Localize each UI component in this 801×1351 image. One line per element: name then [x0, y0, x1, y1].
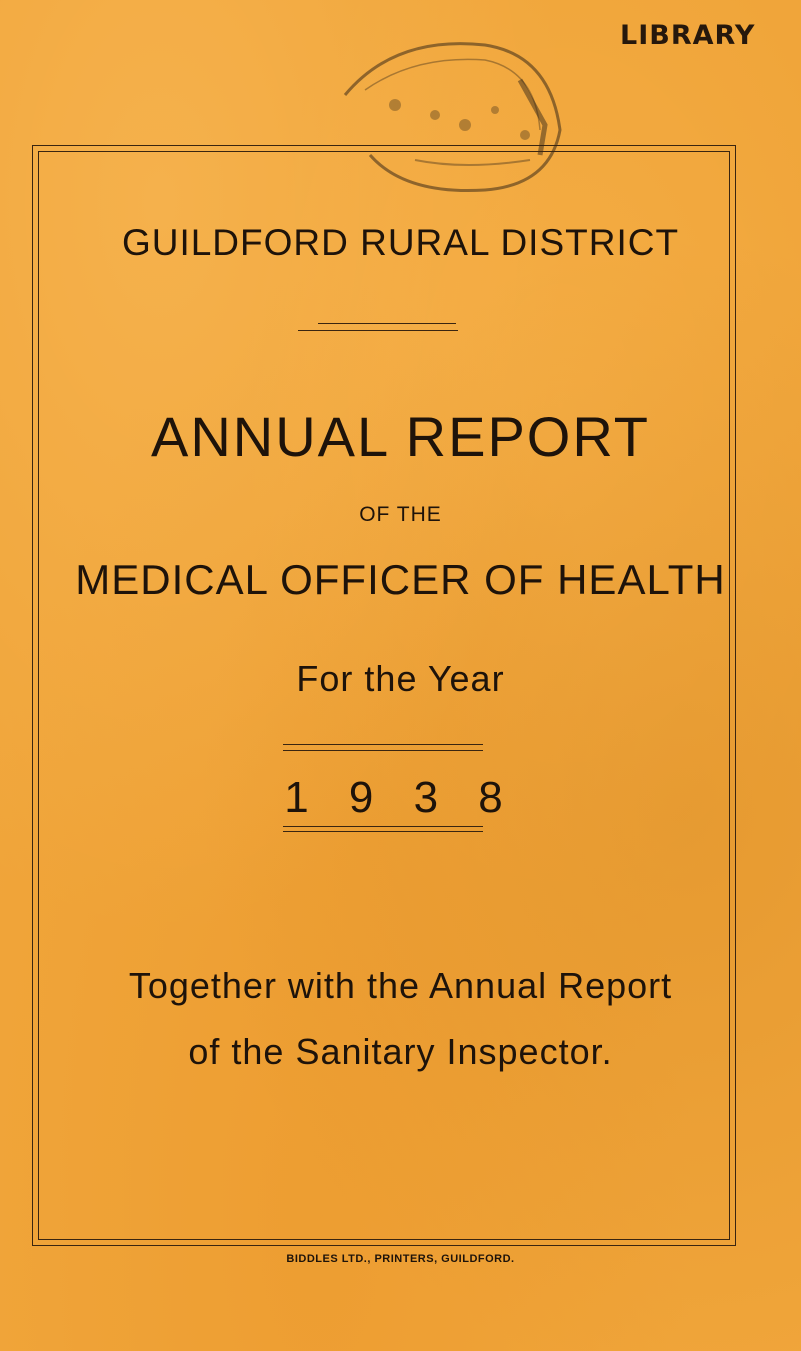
- year-rule-bottom: [283, 826, 483, 827]
- divider-rule: [298, 330, 458, 331]
- report-subtitle: MEDICAL OFFICER OF HEALTH: [75, 556, 726, 603]
- of-the-label: OF THE: [359, 503, 442, 526]
- divider-rule: [318, 323, 456, 324]
- district-heading: GUILDFORD RURAL DISTRICT: [121, 222, 680, 263]
- for-the-year-label: For the Year: [296, 658, 505, 699]
- year-rule-top: [283, 744, 483, 745]
- year-rule-bottom: [283, 831, 483, 832]
- library-stamp: LIBRARY: [620, 20, 756, 51]
- together-line-1: Together with the Annual Report: [128, 965, 673, 1006]
- together-line-2: of the Sanitary Inspector.: [188, 1031, 613, 1072]
- report-year: 1 9 3 8: [284, 773, 517, 822]
- report-title: ANNUAL REPORT: [151, 405, 650, 468]
- printer-imprint: BIDDLES LTD., PRINTERS, GUILDFORD.: [286, 1253, 515, 1265]
- year-rule-top: [283, 750, 483, 751]
